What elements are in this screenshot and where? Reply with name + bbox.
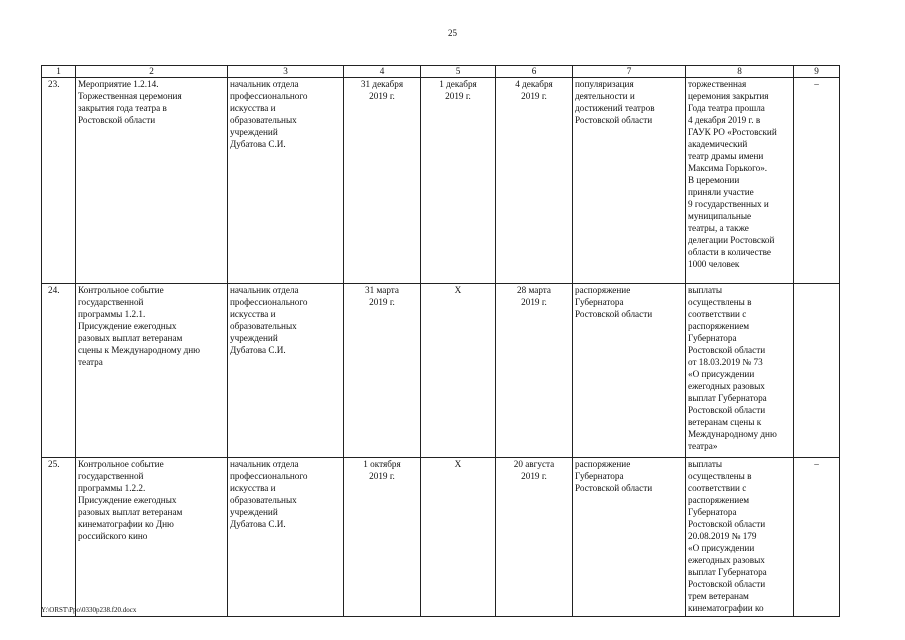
report-table (41, 65, 840, 617)
planned-date: 31 марта 2019 г. (344, 284, 421, 458)
start-date: Х (421, 284, 496, 458)
start-date: 1 декабря 2019 г. (421, 78, 496, 284)
planned-date: 31 декабря 2019 г. (344, 78, 421, 284)
footer-file-path: Y:\ORST\Ppo\0330p238.f20.docx (41, 606, 137, 614)
header-cell: 3 (228, 66, 344, 78)
row-number: 24. (42, 284, 76, 458)
header-cell: 8 (686, 66, 794, 78)
notes (794, 284, 840, 458)
table-row (42, 78, 840, 284)
actual-result: выплаты осуществлены в соответствии с распоряжением Губернатора Ростовской области от 18.03.2019 № 73 «О присуждении ежегодных разовых выплат Губернатора Ростовской области ветеранам сцены к Международному дню театра» (686, 284, 794, 458)
notes: – (794, 458, 840, 617)
start-date: Х (421, 458, 496, 617)
expected-result: популяризация деятельности и достижений театров Ростовской области (573, 78, 686, 284)
header-cell: 6 (496, 66, 573, 78)
header-row (42, 66, 840, 78)
event-name: Контрольное событие государственной программы 1.2.1. Присуждение ежегодных разовых выплат ветеранам сцены к Международному дню театра (76, 284, 228, 458)
responsible-person: начальник отдела профессионального искусства и образовательных учреждений Дубатова С.И. (228, 284, 344, 458)
responsible-person: начальник отдела профессионального искусства и образовательных учреждений Дубатова С.И. (228, 458, 344, 617)
header-cell: 1 (42, 66, 76, 78)
header-cell: 7 (573, 66, 686, 78)
event-name: Контрольное событие государственной программы 1.2.2. Присуждение ежегодных разовых выплат ветеранам кинематографии ко Дню российского кино (76, 458, 228, 617)
notes: – (794, 78, 840, 284)
header-cell: 2 (76, 66, 228, 78)
responsible-person: начальник отдела профессионального искусства и образовательных учреждений Дубатова С.И. (228, 78, 344, 284)
expected-result: распоряжение Губернатора Ростовской области (573, 458, 686, 617)
event-name: Мероприятие 1.2.14. Торжественная церемония закрытия года театра в Ростовской области (76, 78, 228, 284)
header-cell: 4 (344, 66, 421, 78)
actual-date: 4 декабря 2019 г. (496, 78, 573, 284)
header-cell: 5 (421, 66, 496, 78)
actual-result: выплаты осуществлены в соответствии с распоряжением Губернатора Ростовской области 20.08.2019 № 179 «О присуждении ежегодных разовых выплат Губернатора Ростовской области трем ветеранам кинематографии ко (686, 458, 794, 617)
row-number: 25. (42, 458, 76, 617)
table-row (42, 458, 840, 617)
actual-date: 20 августа 2019 г. (496, 458, 573, 617)
table-row (42, 284, 840, 458)
page-number: 25 (448, 28, 457, 38)
planned-date: 1 октября 2019 г. (344, 458, 421, 617)
expected-result: распоряжение Губернатора Ростовской области (573, 284, 686, 458)
actual-result: торжественная церемония закрытия Года театра прошла 4 декабря 2019 г. в ГАУК РО «Ростовский академический театр драмы имени Максима Горького». В церемонии приняли участие 9 государственных и муниципальные театры, а также делегации Ростовской области в количестве 1000 человек (686, 78, 794, 284)
row-number: 23. (42, 78, 76, 284)
header-cell: 9 (794, 66, 840, 78)
actual-date: 28 марта 2019 г. (496, 284, 573, 458)
